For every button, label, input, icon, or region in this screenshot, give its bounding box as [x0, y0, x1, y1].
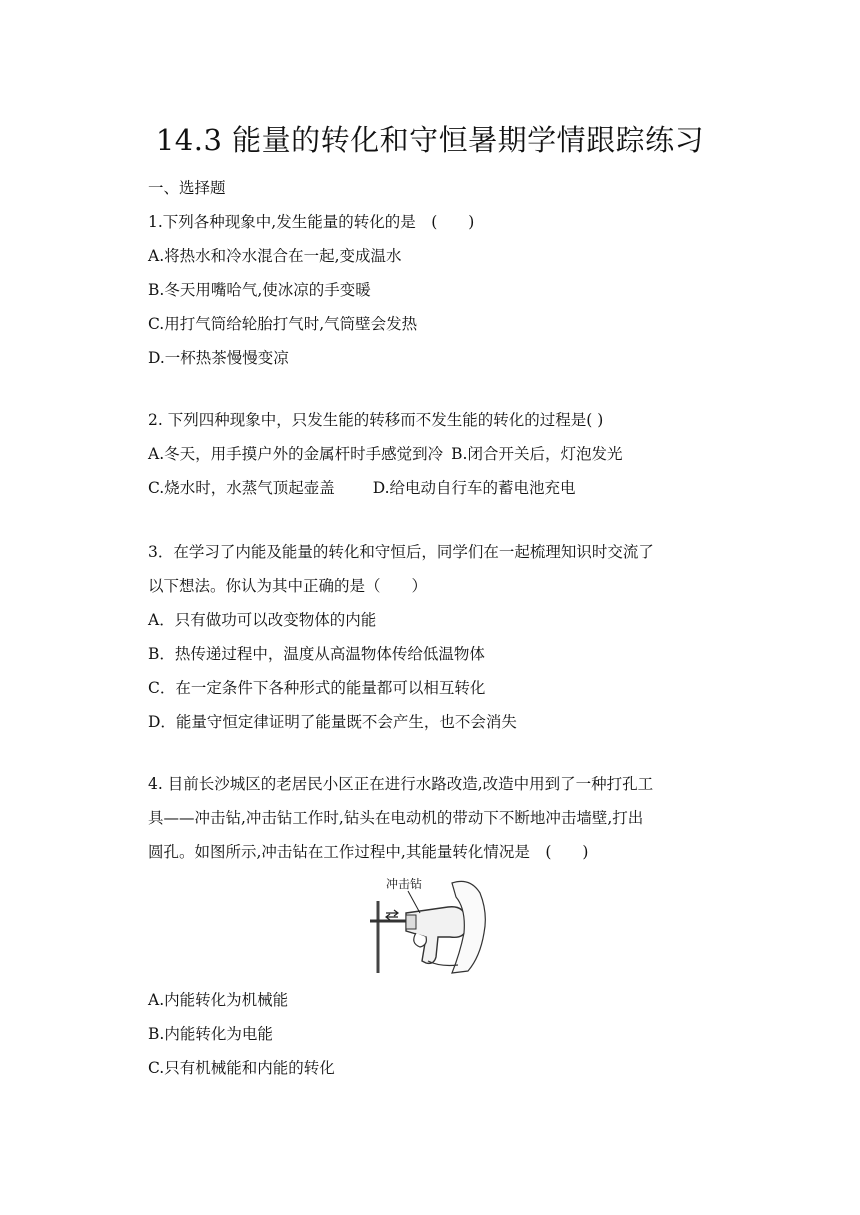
question-3-stem-line-2: 以下想法。你认为其中正确的是（ ） — [148, 577, 428, 595]
section-heading: 一、选择题 — [148, 179, 226, 197]
question-1-option-d: D.一杯热茶慢慢变凉 — [148, 349, 289, 367]
question-1-option-b: B.冬天用嘴哈气,使冰凉的手变暖 — [148, 281, 371, 299]
document-title: 14.3 能量的转化和守恒暑期学情跟踪练习 — [155, 123, 705, 157]
question-4-stem-line-3: 圆孔。如图所示,冲击钻在工作过程中,其能量转化情况是 ( ) — [148, 843, 589, 861]
question-2-option-c: C.烧水时，水蒸气顶起壶盖 — [148, 479, 335, 497]
question-2-options-row-1 — [148, 444, 622, 464]
impact-drill-figure — [368, 873, 494, 977]
question-4-stem-line-2: 具——冲击钻,冲击钻工作时,钻头在电动机的带动下不断地冲击墙壁,打出 — [148, 809, 644, 827]
question-3-option-b: B．热传递过程中，温度从高温物体传给低温物体 — [148, 645, 485, 663]
question-2-options-row-2 — [148, 478, 576, 498]
question-2-stem: 2. 下列四种现象中，只发生能的转移而不发生能的转化的过程是( ) — [148, 411, 604, 429]
question-2-option-b: B.闭合开关后，灯泡发光 — [451, 445, 623, 463]
question-4-stem-line-1: 4. 目前长沙城区的老居民小区正在进行水路改造,改造中用到了一种打孔工 — [148, 775, 654, 793]
question-2-option-a: A.冬天，用手摸户外的金属杆时手感觉到冷 — [148, 445, 444, 463]
question-4-option-a: A.内能转化为机械能 — [148, 991, 289, 1009]
figure-label: 冲击钻 — [386, 877, 423, 891]
question-3-option-c: C．在一定条件下各种形式的能量都可以相互转化 — [148, 679, 486, 697]
question-2-option-d: D.给电动自行车的蓄电池充电 — [372, 479, 576, 497]
question-1-option-a: A.将热水和冷水混合在一起,变成温水 — [148, 247, 402, 265]
question-4-option-c: C.只有机械能和内能的转化 — [148, 1059, 335, 1077]
question-3-option-a: A．只有做功可以改变物体的内能 — [148, 611, 377, 629]
label-pointer — [408, 891, 420, 913]
question-3-stem-line-1: 3．在学习了内能及能量的转化和守恒后，同学们在一起梳理知识时交流了 — [148, 543, 654, 561]
question-1-stem: 1.下列各种现象中,发生能量的转化的是 ( ) — [148, 213, 475, 231]
question-1-option-c: C.用打气筒给轮胎打气时,气筒壁会发热 — [148, 315, 418, 333]
drill-chuck — [406, 915, 416, 929]
question-4-option-b: B.内能转化为电能 — [148, 1025, 273, 1043]
question-3-option-d: D．能量守恒定律证明了能量既不会产生，也不会消失 — [148, 713, 517, 731]
